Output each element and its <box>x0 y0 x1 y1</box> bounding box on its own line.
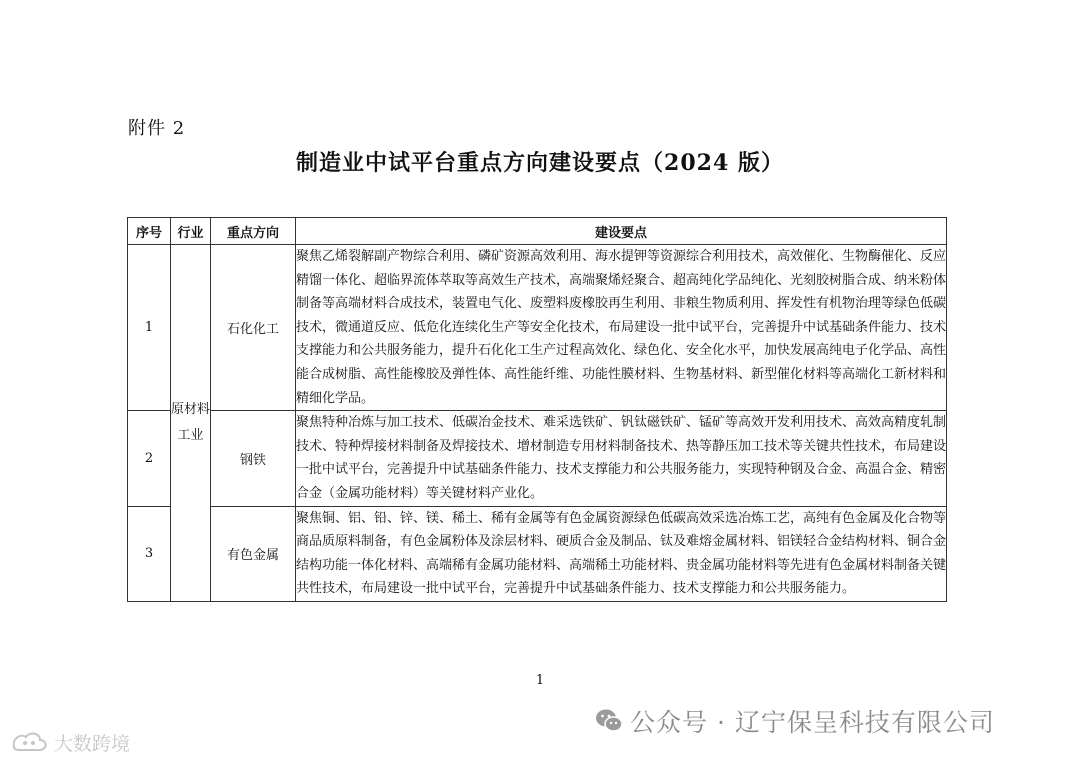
points-cell: 聚焦铜、铝、铅、锌、镁、稀土、稀有金属等有色金属资源绿色低碳高效采选冶炼工艺，高纯有色金属及化合物等商品质原料制备，有色金属粉体及涂层材料、硬质合金及制品、钛及难熔金属材料、铝镁轻合金结构材料、铜合金结构功能一体化材料、高端稀有金属功能材料、高端稀土功能材料、贵金属功能材料等先进有色金属材料制备关键共性技术，布局建设一批中试平台，完善提升中试基础条件能力、技术支撑能力和公共服务能力。 <box>296 506 947 601</box>
wechat-icon <box>594 707 624 735</box>
table-row <box>128 245 947 411</box>
column-header-points: 建设要点 <box>296 218 947 245</box>
wechat-watermark <box>594 703 995 739</box>
direction-cell: 有色金属 <box>211 506 296 601</box>
row-number: 2 <box>128 411 171 506</box>
annex-label: 附件 2 <box>128 118 186 139</box>
direction-cell: 石化化工 <box>211 245 296 411</box>
row-number: 3 <box>128 506 171 601</box>
column-header-index: 序号 <box>128 218 171 245</box>
page-title: 制造业中试平台重点方向建设要点（2024 版） <box>296 150 784 176</box>
points-cell: 聚焦乙烯裂解副产物综合利用、磷矿资源高效利用、海水提钾等资源综合利用技术，高效催化、生物酶催化、反应精馏一体化、超临界流体萃取等高效生产技术，高端聚烯烃聚合、超高纯化学品纯化、光刻胶树脂合成、纳米粉体制备等高端材料合成技术，装置电气化、废塑料废橡胶再生利用、非粮生物质利用、挥发性有机物治理等绿色低碳技术，微通道反应、低危化连续化生产等安全化技术，布局建设一批中试平台，完善提升中试基础条件能力、技术支撑能力和公共服务能力，提升石化化工生产过程高效化、绿色化、安全化水平，加快发展高纯电子化学品、高性能合成树脂、高性能橡胶及弹性体、高性能纤维、功能性膜材料、生物基材料、新型催化材料等高端化工新材料和精细化学品。 <box>296 245 947 411</box>
direction-cell: 钢铁 <box>211 411 296 506</box>
industry-cell: 原材料工业 <box>171 245 211 602</box>
column-header-industry: 行业 <box>171 218 211 245</box>
table-header-row <box>128 218 947 245</box>
table-row <box>128 411 947 506</box>
brand-watermark-text: 大数跨境 <box>54 732 131 755</box>
wechat-watermark-text: 公众号 · 辽宁保呈科技有限公司 <box>630 708 995 737</box>
row-number: 1 <box>128 245 171 411</box>
brand-watermark <box>10 727 130 757</box>
logo-icon <box>10 729 50 755</box>
table-row <box>128 506 947 601</box>
points-cell: 聚焦特种冶炼与加工技术、低碳冶金技术、难采选铁矿、钒钛磁铁矿、锰矿等高效开发利用技术、高效高精度轧制技术、特种焊接材料制备及焊接技术、增材制造专用材料制备技术、热等静压加工技术等关键共性技术，布局建设一批中试平台，完善提升中试基础条件能力、技术支撑能力和公共服务能力，实现特种钢及合金、高温合金、精密合金（金属功能材料）等关键材料产业化。 <box>296 411 947 506</box>
column-header-direction: 重点方向 <box>211 218 296 245</box>
page-number: 1 <box>535 673 545 688</box>
requirements-table <box>127 217 947 602</box>
